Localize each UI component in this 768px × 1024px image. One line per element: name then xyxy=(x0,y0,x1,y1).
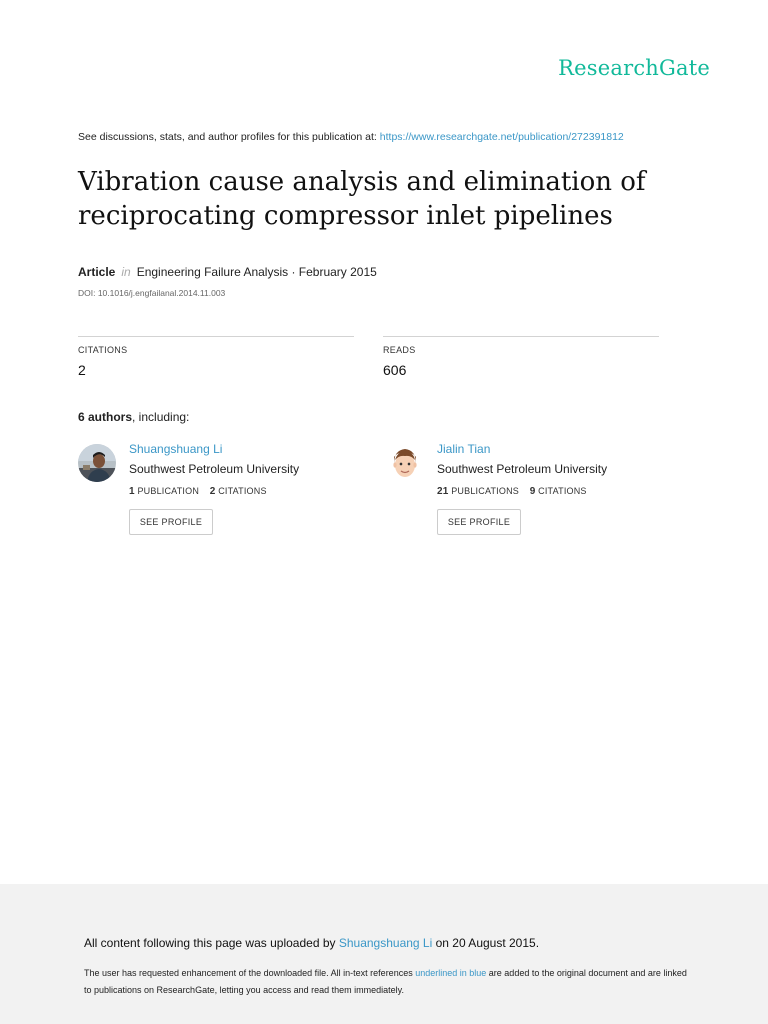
publication-url-link[interactable]: https://www.researchgate.net/publication/272391812 xyxy=(379,131,624,143)
publications-count: 1 xyxy=(129,486,135,497)
avatar[interactable] xyxy=(78,444,116,482)
citations-label: CITATIONS xyxy=(78,345,128,355)
see-profile-button[interactable]: SEE PROFILE xyxy=(129,509,213,535)
authors-count: 6 authors xyxy=(78,410,133,424)
author-citations-label: CITATIONS xyxy=(538,486,587,496)
notice-part2: are added to the original document and are linked to publications on ResearchGate, letting you access and read them immediately. xyxy=(84,968,687,995)
authors-heading-suffix: , including: xyxy=(132,410,190,424)
citations-value: 2 xyxy=(78,362,86,378)
author-institution: Southwest Petroleum University xyxy=(129,462,300,476)
notice-link-text: underlined in blue xyxy=(415,968,487,978)
author-stats xyxy=(437,486,587,497)
author-name-link[interactable]: Shuangshuang Li xyxy=(129,442,223,456)
meta-in-label: in xyxy=(121,265,131,279)
publications-count: 21 xyxy=(437,486,449,497)
author-avatar-cartoon-icon xyxy=(386,444,424,482)
publication-meta xyxy=(78,265,377,279)
publications-label: PUBLICATIONS xyxy=(451,486,519,496)
uploaded-prefix: All content following this page was uploaded by xyxy=(84,936,336,950)
notice-part1: The user has requested enhancement of the downloaded file. All in-text references xyxy=(84,968,413,978)
see-discussions-text: See discussions, stats, and author profiles for this publication at: xyxy=(78,131,377,143)
author-citations-count: 2 xyxy=(209,486,216,497)
uploader-link[interactable]: Shuangshuang Li xyxy=(338,936,433,950)
upload-footer xyxy=(0,884,768,1024)
enhancement-notice xyxy=(84,965,694,999)
author-card xyxy=(78,442,368,542)
doi: DOI: 10.1016/j.engfailanal.2014.11.003 xyxy=(78,288,226,298)
author-institution: Southwest Petroleum University xyxy=(437,462,608,476)
author-photo-icon xyxy=(78,444,116,482)
see-profile-button[interactable]: SEE PROFILE xyxy=(437,509,521,535)
authors-heading xyxy=(78,410,189,424)
avatar[interactable] xyxy=(386,444,424,482)
reads-label: READS xyxy=(383,345,416,355)
author-citations-label: CITATIONS xyxy=(218,486,267,496)
publication-type: Article xyxy=(78,265,116,279)
reads-value: 606 xyxy=(383,362,407,378)
uploaded-by-line xyxy=(84,936,539,950)
uploaded-date: on 20 August 2015. xyxy=(435,936,540,950)
researchgate-logo[interactable]: ResearchGate xyxy=(558,56,710,80)
publication-title: Vibration cause analysis and elimination of reciprocating compressor inlet pipelines xyxy=(78,167,646,231)
publications-label: PUBLICATION xyxy=(137,486,200,496)
see-discussions-line xyxy=(78,131,624,143)
citations-stat xyxy=(78,336,354,378)
journal-and-date: Engineering Failure Analysis · February 2015 xyxy=(136,265,377,279)
author-citations-count: 9 xyxy=(529,486,536,497)
reads-stat xyxy=(383,336,659,378)
author-stats xyxy=(129,486,267,497)
author-name-link[interactable]: Jialin Tian xyxy=(437,442,491,456)
author-card xyxy=(386,442,676,542)
